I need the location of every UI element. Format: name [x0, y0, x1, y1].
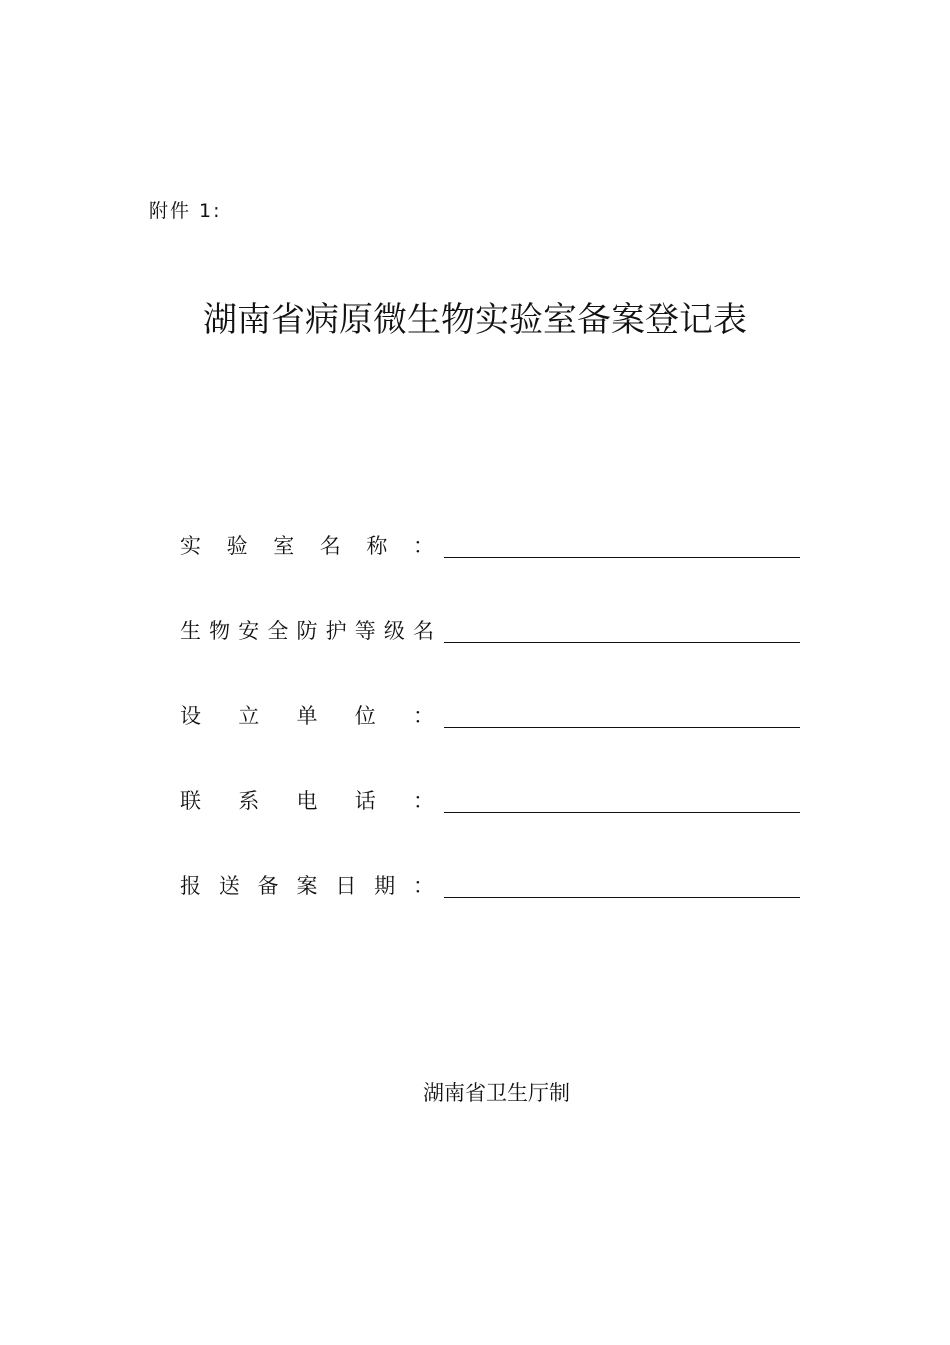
field-label-establishing-unit [180, 704, 434, 728]
page-title: 湖南省病原微生物实验室备案登记表 [203, 300, 747, 340]
label-char: ： [412, 874, 434, 898]
label-char: 报 [180, 874, 201, 898]
label-char: 话 [354, 789, 376, 813]
label-char: 送 [218, 874, 240, 898]
label-char: ： [413, 789, 434, 813]
field-label-biosafety-level [180, 619, 434, 643]
lab-name-blank-line[interactable] [444, 557, 800, 558]
field-label-lab-name [180, 534, 434, 558]
field-lab-name [180, 518, 802, 558]
label-char: 单 [296, 704, 318, 728]
label-char: 位 [354, 704, 376, 728]
field-submission-date [180, 858, 802, 898]
field-biosafety-level [180, 603, 802, 643]
label-char: 案 [296, 874, 318, 898]
field-establishing-unit [180, 688, 802, 728]
label-char: 安 [238, 619, 260, 643]
label-char: 生 [180, 619, 201, 643]
label-char: 实 [180, 534, 201, 558]
issuer-footer: 湖南省卫生厅制 [423, 1081, 570, 1105]
label-char: 设 [180, 704, 201, 728]
label-char: 级 [383, 619, 405, 643]
label-char: 验 [226, 534, 248, 558]
attachment-label: 附件 1: [149, 200, 222, 222]
label-char: 立 [238, 704, 260, 728]
biosafety-level-blank-line[interactable] [444, 642, 800, 643]
label-char: 名 [319, 534, 341, 558]
label-char: ： [412, 534, 434, 558]
label-char: 物 [209, 619, 231, 643]
label-char: 室 [273, 534, 295, 558]
label-char: 全 [267, 619, 289, 643]
contact-phone-blank-line[interactable] [444, 812, 800, 813]
field-label-contact-phone [180, 789, 434, 813]
label-char: 日 [335, 874, 357, 898]
label-char: 联 [180, 789, 201, 813]
label-char: 等 [354, 619, 376, 643]
label-char: 称 [366, 534, 388, 558]
label-char: 电 [296, 789, 318, 813]
label-char: 护 [325, 619, 347, 643]
label-char: ： [413, 704, 434, 728]
field-contact-phone [180, 773, 802, 813]
label-char: 期 [374, 874, 396, 898]
establishing-unit-blank-line[interactable] [444, 727, 800, 728]
label-char: 系 [238, 789, 260, 813]
field-label-submission-date [180, 874, 434, 898]
label-char: 名 [413, 619, 434, 643]
label-char: 备 [257, 874, 279, 898]
submission-date-blank-line[interactable] [444, 897, 800, 898]
label-char: 防 [296, 619, 318, 643]
